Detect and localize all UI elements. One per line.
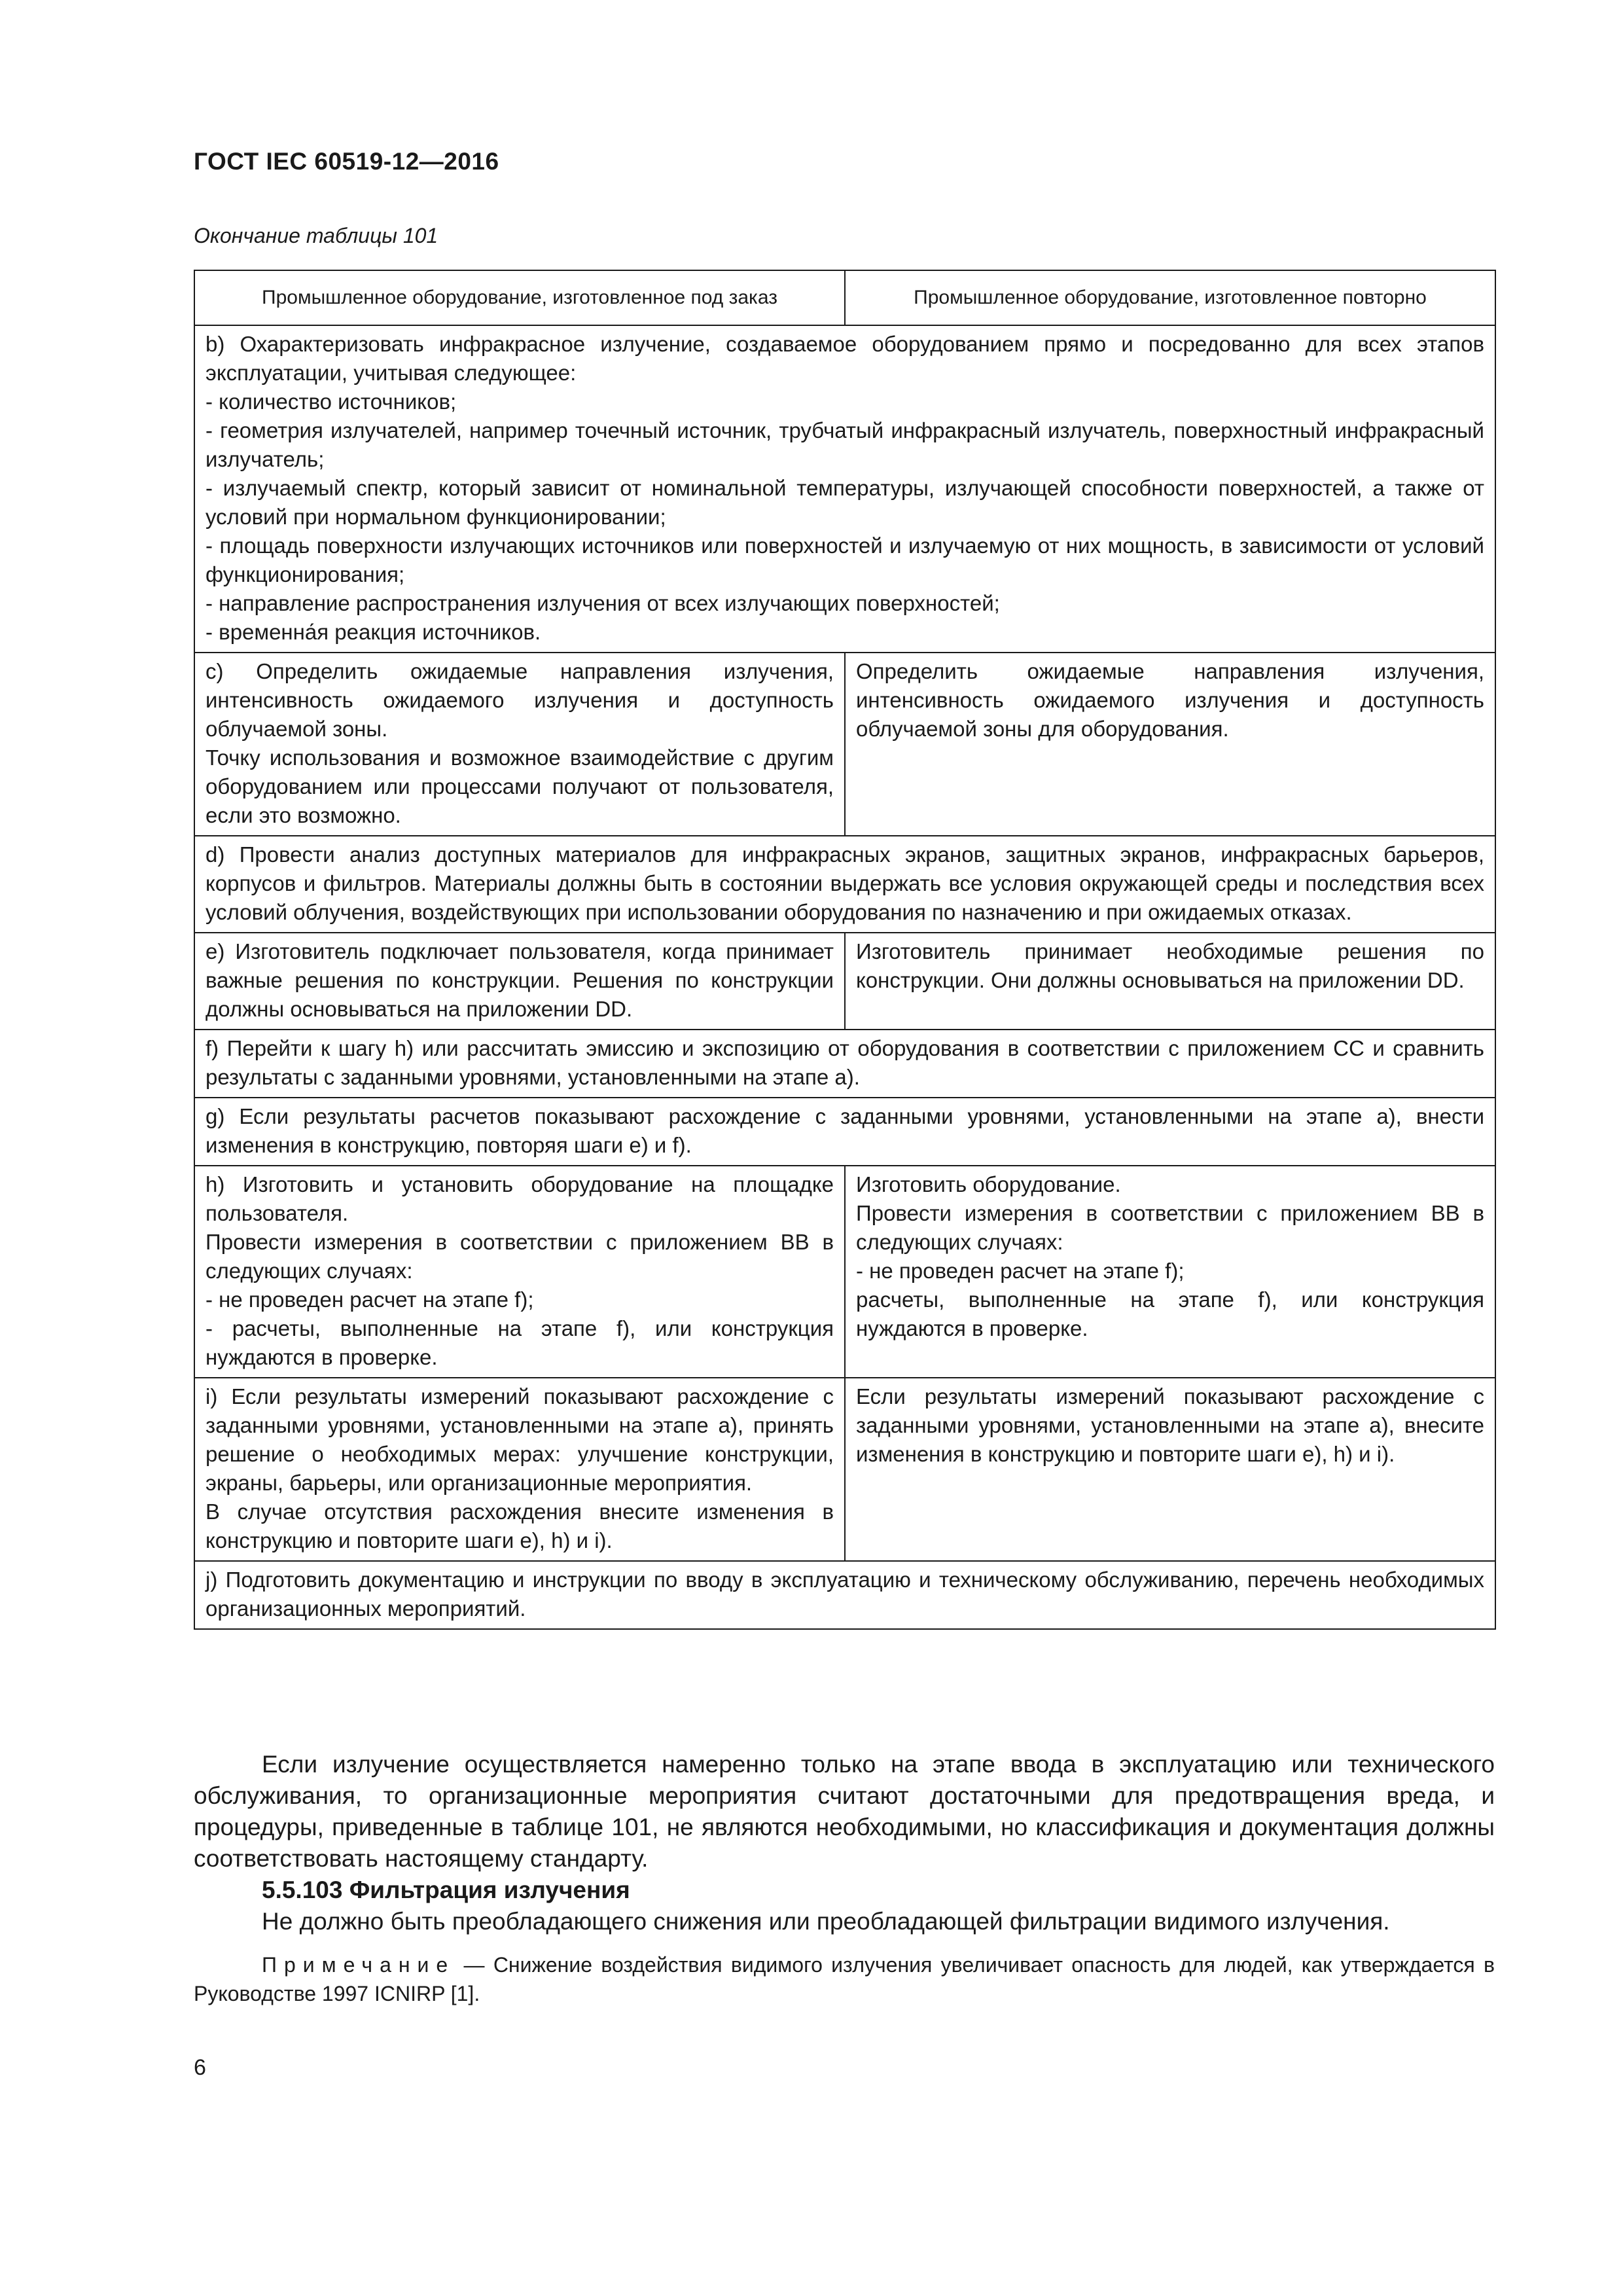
body-paragraph: Если излучение осуществляется намеренно только на этапе ввода в эксплуатацию или технического обслуживания, то организационные мероприятия считают достаточными для предотвращения вреда, и процедуры, приведенные в таблице 101, не являются необходимыми, но классификация и документация должны соответствовать настоящему стандарту. [194, 1751, 1495, 1872]
cell-b-line: - излучаемый спектр, который зависит от номинальной температуры, излучающей способности поверхностей, а также от условий при нормальном функционировании; [205, 476, 1484, 529]
cell-i-left-line: В случае отсутствия расхождения внесите изменения в конструкцию и повторите шаги е), h) и i). [205, 1499, 834, 1552]
table-row-b [194, 325, 1495, 653]
cell-b-line: b) Охарактеризовать инфракрасное излучение, создаваемое оборудованием прямо и посредованно для всех этапов эксплуатации, учитывая следующее: [205, 332, 1484, 385]
note [194, 1950, 1495, 2008]
cell-h-right-line: Изготовить оборудование. [856, 1172, 1121, 1196]
cell-h-left-line: - расчеты, выполненные на этапе f), или конструкция нуждаются в проверке. [205, 1316, 834, 1369]
cell-h-right-line: расчеты, выполненные на этапе f), или конструкция нуждаются в проверке. [856, 1287, 1484, 1340]
cell-c-left [194, 653, 845, 836]
cell-d: d) Провести анализ доступных материалов для инфракрасных экранов, защитных экранов, инфракрасных барьеров, корпусов и фильтров. Материалы должны быть в состоянии выдержать все условия окружающей среды и последствия всех условий облучения, воздействующих при использовании оборудования по назначению и при ожидаемых отказах. [194, 836, 1495, 933]
note-label: Примечание [262, 1953, 455, 1977]
cell-h-right [845, 1166, 1495, 1378]
cell-b-line: - временна́я реакция источников. [205, 620, 541, 644]
cell-e-left: e) Изготовитель подключает пользователя, когда принимает важные решения по конструкции. Решения по конструкции должны основываться на приложении DD. [194, 933, 845, 1030]
cell-h-left [194, 1166, 845, 1378]
cell-h-right-line: Провести измерения в соответствии с приложением ВВ в следующих случаях: [856, 1201, 1484, 1254]
cell-b-line: - количество источников; [205, 389, 457, 414]
col-header-repeat: Промышленное оборудование, изготовленное повторно [845, 270, 1495, 325]
body-section [194, 1749, 1495, 1937]
cell-e-right: Изготовитель принимает необходимые решения по конструкции. Они должны основываться на приложении DD. [845, 933, 1495, 1030]
table-row-e [194, 933, 1495, 1030]
cell-b-line: - площадь поверхности излучающих источников или поверхностей и излучаемую от них мощность, в зависимости от условий функционирования; [205, 533, 1484, 586]
table-row-h [194, 1166, 1495, 1378]
cell-i-left [194, 1378, 845, 1561]
col-header-custom: Промышленное оборудование, изготовленное под заказ [194, 270, 845, 325]
table-row-c [194, 653, 1495, 836]
section-heading: 5.5.103 Фильтрация излучения [262, 1876, 630, 1903]
cell-g: g) Если результаты расчетов показывают расхождение с заданными уровнями, установленными на этапе а), внести изменения в конструкцию, повторяя шаги е) и f). [194, 1098, 1495, 1166]
cell-c-right: Определить ожидаемые направления излучения, интенсивность ожидаемого излучения и доступность облучаемой зоны для оборудования. [845, 653, 1495, 836]
table-row-d [194, 836, 1495, 933]
cell-b-line: - направление распространения излучения от всех излучающих поверхностей; [205, 591, 1000, 615]
cell-j: j) Подготовить документацию и инструкции по вводу в эксплуатацию и техническому обслуживанию, перечень необходимых организационных мероприятий. [194, 1561, 1495, 1629]
table-101-end [194, 270, 1496, 1630]
cell-h-right-line: - не проведен расчет на этапе f); [856, 1259, 1185, 1283]
cell-i-right: Если результаты измерений показывают расхождение с заданными уровнями, установленными на этапе а), внесите изменения в конструкцию и повторите шаги е), h) и i). [845, 1378, 1495, 1561]
cell-c-left-line: c) Определить ожидаемые направления излучения, интенсивность ожидаемого излучения и доступность облучаемой зоны. [205, 659, 834, 741]
table-row-j [194, 1561, 1495, 1629]
table-row-i [194, 1378, 1495, 1561]
cell-i-left-line: i) Если результаты измерений показывают расхождение с заданными уровнями, установленными на этапе а), принять решение о необходимых мерах: улучшение конструкции, экраны, барьеры, или организационные мероприятия. [205, 1384, 834, 1495]
note-text: — Снижение воздействия видимого излучения увеличивает опасность для людей, как утверждается в Руководстве 1997 ICNIRP [1]. [194, 1953, 1495, 2005]
cell-b-line: - геометрия излучателей, например точечный источник, трубчатый инфракрасный излучатель, поверхностный инфракрасный излучатель; [205, 418, 1484, 471]
cell-b [194, 325, 1495, 653]
document-id: ГОСТ IEC 60519-12—2016 [194, 148, 499, 175]
table-caption: Окончание таблицы 101 [194, 224, 438, 247]
table-row-g [194, 1098, 1495, 1166]
cell-c-left-line: Точку использования и возможное взаимодействие с другим оборудованием или процессами получают от пользователя, если это возможно. [205, 745, 834, 827]
page-number: 6 [194, 2055, 206, 2080]
table-row-f [194, 1030, 1495, 1098]
cell-h-left-line: - не проведен расчет на этапе f); [205, 1287, 534, 1312]
cell-h-left-line: h) Изготовить и установить оборудование на площадке пользователя. [205, 1172, 834, 1225]
section-text: Не должно быть преобладающего снижения или преобладающей фильтрации видимого излучения. [262, 1908, 1390, 1935]
cell-f: f) Перейти к шагу h) или рассчитать эмиссию и экспозицию от оборудования в соответствии с приложением СС и сравнить результаты с заданными уровнями, установленными на этапе а). [194, 1030, 1495, 1098]
table-header-row [194, 270, 1495, 325]
cell-h-left-line: Провести измерения в соответствии с приложением ВВ в следующих случаях: [205, 1230, 834, 1283]
